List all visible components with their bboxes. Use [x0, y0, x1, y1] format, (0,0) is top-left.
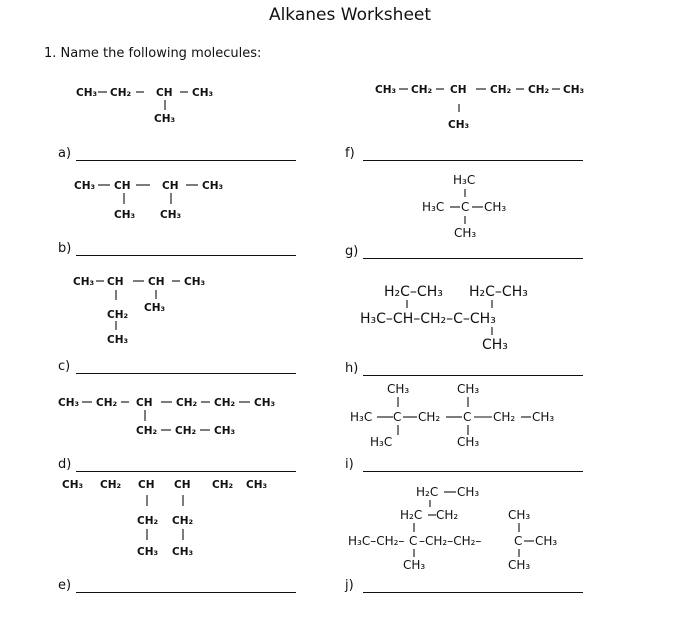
- svg-text:CH₃: CH₃: [246, 479, 268, 491]
- molecule-c: [70, 272, 310, 352]
- svg-text:H₂C: H₂C: [400, 508, 423, 522]
- svg-text:H₂C–CH₃: H₂C–CH₃: [384, 284, 443, 300]
- svg-text:CH₃: CH₃: [62, 479, 84, 491]
- svg-text:CH₃: CH₃: [137, 546, 159, 558]
- answer-label-b: b): [58, 241, 72, 256]
- svg-text:CH: CH: [148, 276, 165, 288]
- molecule-i: [346, 378, 586, 452]
- answer-label-j: j): [345, 578, 354, 593]
- answer-line-f[interactable]: [363, 160, 583, 161]
- svg-text:CH₃: CH₃: [172, 546, 194, 558]
- answer-j: [345, 577, 585, 593]
- svg-text:CH₃: CH₃: [484, 200, 507, 214]
- molecule-j: [346, 480, 586, 572]
- svg-text:H₂C–CH₃: H₂C–CH₃: [469, 284, 528, 300]
- answer-line-j[interactable]: [363, 592, 583, 593]
- answer-c: [58, 358, 298, 374]
- svg-text:CH₂: CH₂: [176, 397, 198, 409]
- answer-line-a[interactable]: [76, 160, 296, 161]
- svg-text:C: C: [463, 410, 472, 424]
- answer-line-i[interactable]: [363, 471, 583, 472]
- svg-text:C: C: [409, 534, 418, 548]
- answer-g: [345, 243, 585, 259]
- svg-text:H₃C: H₃C: [422, 200, 445, 214]
- svg-text:C: C: [514, 534, 523, 548]
- answer-label-f: f): [345, 146, 355, 161]
- answer-line-c[interactable]: [76, 373, 296, 374]
- svg-text:C: C: [461, 200, 470, 214]
- svg-text:CH₃: CH₃: [58, 397, 80, 409]
- svg-text:CH₃: CH₃: [375, 84, 397, 96]
- answer-line-b[interactable]: [76, 255, 296, 256]
- answer-label-d: d): [58, 457, 72, 472]
- svg-text:CH₂: CH₂: [107, 309, 129, 321]
- svg-text:H₃C–CH₂–: H₃C–CH₂–: [348, 534, 405, 548]
- svg-text:CH₃: CH₃: [76, 87, 98, 99]
- svg-text:CH₃: CH₃: [448, 119, 470, 131]
- molecule-a: [70, 80, 310, 140]
- svg-text:CH₃: CH₃: [184, 276, 206, 288]
- svg-text:CH: CH: [114, 180, 131, 192]
- svg-text:CH₃: CH₃: [457, 435, 480, 449]
- svg-text:CH₃: CH₃: [202, 180, 224, 192]
- answer-label-h: h): [345, 361, 359, 376]
- svg-text:CH₃: CH₃: [214, 425, 236, 437]
- molecule-f: [372, 80, 612, 140]
- svg-text:CH₂: CH₂: [493, 410, 516, 424]
- answer-a: [58, 145, 298, 161]
- svg-text:CH₂: CH₂: [490, 84, 512, 96]
- svg-text:C: C: [393, 410, 402, 424]
- answer-label-e: e): [58, 578, 72, 593]
- molecule-g: [420, 168, 580, 248]
- answer-label-a: a): [58, 146, 72, 161]
- svg-text:CH: CH: [136, 397, 153, 409]
- svg-text:CH₃: CH₃: [160, 209, 182, 221]
- svg-text:H₃C: H₃C: [350, 410, 373, 424]
- molecule-d: [56, 390, 306, 450]
- svg-text:–CH₂–CH₂–: –CH₂–CH₂–: [419, 534, 482, 548]
- svg-text:CH₃: CH₃: [482, 337, 508, 353]
- svg-text:CH₂: CH₂: [411, 84, 433, 96]
- answer-label-c: c): [58, 359, 71, 374]
- svg-text:CH: CH: [107, 276, 124, 288]
- svg-text:CH₂: CH₂: [137, 515, 159, 527]
- svg-text:CH₂: CH₂: [436, 508, 459, 522]
- svg-text:CH₃: CH₃: [532, 410, 555, 424]
- svg-text:CH₃: CH₃: [563, 84, 585, 96]
- svg-text:CH₃: CH₃: [254, 397, 276, 409]
- svg-text:CH₂: CH₂: [96, 397, 118, 409]
- answer-line-h[interactable]: [363, 375, 583, 376]
- svg-text:CH: CH: [162, 180, 179, 192]
- svg-text:CH₃: CH₃: [192, 87, 214, 99]
- answer-i: [345, 456, 585, 472]
- worksheet-title: Alkanes Worksheet: [268, 5, 432, 25]
- svg-text:CH₃: CH₃: [508, 558, 531, 572]
- svg-text:CH: CH: [450, 84, 467, 96]
- svg-text:H₃C: H₃C: [370, 435, 393, 449]
- answer-h: [345, 360, 585, 376]
- instruction-text: 1. Name the following molecules:: [44, 46, 262, 61]
- svg-text:CH: CH: [156, 87, 173, 99]
- answer-e: [58, 577, 298, 593]
- svg-text:CH₂: CH₂: [175, 425, 197, 437]
- answer-line-g[interactable]: [363, 258, 583, 259]
- svg-text:H₃C: H₃C: [453, 173, 476, 187]
- svg-text:CH₂: CH₂: [212, 479, 234, 491]
- svg-text:CH₂: CH₂: [100, 479, 122, 491]
- svg-text:CH₃: CH₃: [114, 209, 136, 221]
- svg-text:CH₃: CH₃: [107, 334, 129, 346]
- svg-text:H₂C: H₂C: [416, 485, 439, 499]
- svg-text:H₃C–CH–CH₂–C–CH₃: H₃C–CH–CH₂–C–CH₃: [360, 311, 496, 327]
- svg-text:CH₃: CH₃: [457, 382, 480, 396]
- molecule-e: [60, 476, 300, 558]
- molecule-h: [358, 276, 588, 362]
- svg-text:CH₃: CH₃: [403, 558, 426, 572]
- answer-line-e[interactable]: [76, 592, 296, 593]
- svg-text:CH₃: CH₃: [74, 180, 96, 192]
- svg-text:CH₂: CH₂: [110, 87, 132, 99]
- answer-line-d[interactable]: [76, 471, 296, 472]
- svg-text:CH₂: CH₂: [172, 515, 194, 527]
- svg-text:CH₂: CH₂: [418, 410, 441, 424]
- svg-text:CH₂: CH₂: [528, 84, 550, 96]
- svg-text:CH₃: CH₃: [387, 382, 410, 396]
- svg-text:CH: CH: [174, 479, 191, 491]
- svg-text:CH₂: CH₂: [214, 397, 236, 409]
- answer-b: [58, 240, 298, 256]
- svg-text:CH₃: CH₃: [508, 508, 531, 522]
- svg-text:CH₃: CH₃: [73, 276, 95, 288]
- svg-text:CH₃: CH₃: [154, 113, 176, 125]
- answer-label-i: i): [345, 457, 354, 472]
- answer-label-g: g): [345, 244, 359, 259]
- svg-text:CH₃: CH₃: [535, 534, 558, 548]
- molecule-b: [70, 176, 310, 236]
- svg-text:CH₂: CH₂: [136, 425, 158, 437]
- svg-text:CH₃: CH₃: [454, 226, 477, 240]
- svg-text:CH₃: CH₃: [144, 302, 166, 314]
- svg-text:CH₃: CH₃: [457, 485, 480, 499]
- answer-f: [345, 145, 585, 161]
- svg-text:CH: CH: [138, 479, 155, 491]
- answer-d: [58, 456, 298, 472]
